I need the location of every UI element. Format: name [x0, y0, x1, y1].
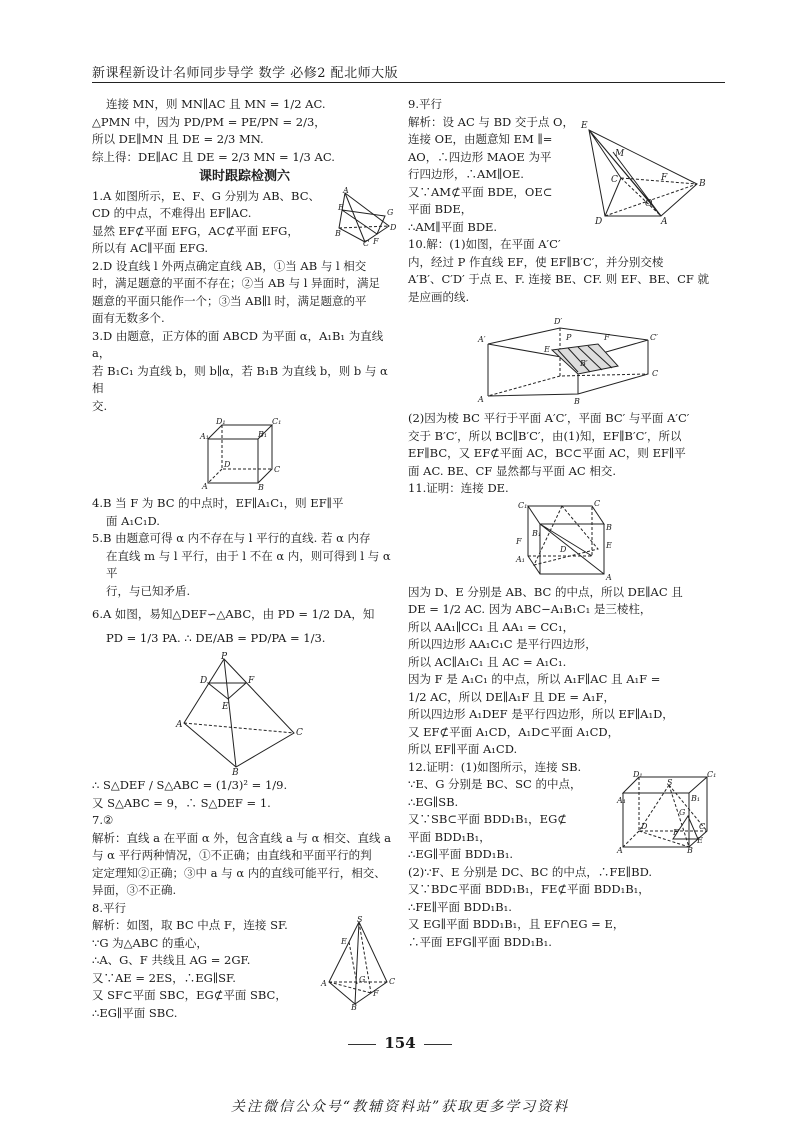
answer-4 — [92, 495, 397, 530]
svg-text:B′: B′ — [580, 359, 588, 368]
text-line: ∴EG∥SB. — [408, 794, 459, 809]
svg-text:A: A — [606, 572, 612, 582]
text-line: 题意的平面只能作一个；③当 AB∥l 时，满足题意的平 — [92, 293, 367, 308]
svg-text:P: P — [221, 652, 228, 662]
text-line: 又∵AM⊄平面 BDE，OE⊂ — [408, 184, 553, 199]
answer-8 — [92, 900, 397, 1023]
svg-text:E: E — [341, 936, 347, 946]
text-line: 行，与已知矛盾. — [106, 583, 191, 598]
text-line: 11.证明：连接 DE. — [408, 481, 509, 495]
text-line: 又∵BD⊂平面 BDD₁B₁，FE⊄平面 BDD₁B₁， — [408, 882, 650, 896]
text-line: 12.证明：(1)如图所示，连接 SB. — [408, 759, 582, 774]
text-line: ∴AM∥平面 BDE. — [408, 219, 498, 234]
text-line: ∴EG∥平面 BDD₁B₁. — [408, 847, 514, 861]
svg-text:A: A — [321, 978, 327, 988]
svg-text:S: S — [357, 914, 363, 924]
text-line: 解析：如图，取 BC 中点 F，连接 SF. — [92, 918, 288, 932]
text-line: 又 SF⊂平面 SBC，EG⊄平面 SBC， — [92, 988, 287, 1002]
svg-text:M: M — [615, 149, 625, 159]
text-line: 2.D 设直线 l 外两点确定直线 AB，①当 AB 与 l 相交 — [92, 258, 367, 273]
text-line: 6.A 如图，易知△DEF∽△ABC，由 PD = 1/2 DA，知 — [92, 607, 375, 621]
answer-12 — [408, 759, 717, 952]
text-line: 8.平行 — [92, 900, 126, 915]
svg-text:B: B — [574, 397, 580, 406]
svg-text:B: B — [258, 483, 264, 492]
right-column — [408, 96, 717, 951]
svg-text:B: B — [351, 1002, 357, 1012]
svg-text:E: E — [338, 202, 344, 212]
text-line: 是应画的线. — [408, 289, 470, 304]
svg-text:E: E — [581, 121, 588, 131]
svg-text:C: C — [274, 465, 281, 474]
text-line: ∵G 为△ABC 的重心， — [92, 935, 208, 950]
section-title: 课时跟踪检测六 — [198, 169, 290, 184]
answer-5 — [92, 530, 397, 600]
text-line: EF∥BC，又 EF⊄平面 AC，BC⊂平面 AC，则 EF∥平 — [408, 446, 686, 460]
svg-text:F: F — [673, 827, 679, 837]
text-line: 平面 BDD₁B₁， — [408, 829, 491, 844]
text-line: 面 A₁C₁D. — [106, 513, 160, 528]
text-line: 综上得：DE∥AC 且 DE = 2/3 MN = 1/3 AC. — [92, 149, 335, 164]
pyramid-figure-q9 — [581, 112, 713, 227]
text-line: 所以 AA₁∥CC₁ 且 AA₁ = CC₁， — [408, 619, 575, 634]
text-line: ∴FE∥平面 BDD₁B₁. — [408, 899, 512, 914]
left-column — [92, 96, 397, 1022]
text-line: 交于 B′C′，所以 BC∥B′C′，由(1)知，EF∥B′C′，所以 — [408, 428, 682, 443]
svg-text:B: B — [699, 179, 706, 189]
text-line: (2)因为棱 BC 平行于平面 A′C′，平面 BC′ 与平面 A′C′ — [408, 411, 690, 425]
text-line: 1.A 如图所示，E、F、G 分别为 AB、BC、 — [92, 188, 321, 203]
svg-text:B₁: B₁ — [258, 430, 268, 439]
prism-figure-q11 — [512, 500, 612, 580]
svg-text:D₁: D₁ — [633, 769, 643, 779]
text-line: ∴平面 EFG∥平面 BDD₁B₁. — [408, 934, 552, 949]
answer-11 — [408, 480, 713, 759]
answer-6 — [92, 606, 397, 812]
text-line: ∴A、G、F 共线且 AG = 2GF. — [92, 953, 251, 967]
svg-text:D: D — [200, 676, 208, 686]
text-line: 所以四边形 AA₁C₁C 是平行四边形， — [408, 637, 597, 651]
intro-block — [92, 96, 397, 166]
pyramid-figure-q6 — [176, 652, 306, 778]
text-line: 又 S△ABC = 9，∴ S△DEF = 1. — [92, 795, 271, 810]
svg-text:A: A — [617, 845, 623, 855]
text-line: 显然 EF⊄平面 EFG，AC⊄平面 EFG， — [92, 223, 299, 238]
text-line: AO，∴四边形 MAOE 为平 — [408, 149, 552, 164]
text-line: 9.平行 — [408, 97, 442, 111]
text-line: 4.B 当 F 为 BC 的中点时，EF∥A₁C₁，则 EF∥平 — [92, 496, 344, 510]
svg-text:A₁: A₁ — [617, 795, 626, 805]
text-line: 与 α 平行两种情况，①不正确；由直线和平面平行的判 — [92, 848, 372, 862]
svg-text:F: F — [248, 676, 255, 686]
running-header: 新课程新设计名师同步导学 数学 必修2 配北师大版 — [92, 66, 399, 81]
text-line: ∴ S△DEF / S△ABC = (1/3)² = 1/9. — [92, 778, 288, 792]
text-line: 因为 F 是 A₁C₁ 的中点，所以 A₁F∥AC 且 A₁F = — [408, 672, 661, 686]
text-line: 面 AC. BE、CF 显然都与平面 AC 相交. — [408, 463, 617, 478]
text-line: 所以 AC∥A₁C₁ 且 AC = A₁C₁. — [408, 654, 567, 669]
svg-text:A₁: A₁ — [200, 432, 209, 441]
text-line: 面有无数多个. — [92, 311, 165, 325]
text-line: 所以 DE∥MN 且 DE = 2/3 MN. — [92, 132, 264, 146]
text-line: 时，满足题意的平面不存在；②当 AB 与 l 异面时，满足 — [92, 276, 381, 290]
svg-text:D₁: D₁ — [216, 417, 226, 426]
cube-figure-q12 — [617, 769, 717, 855]
tetrahedron-figure-q8 — [321, 914, 397, 1012]
header-rule — [92, 82, 725, 83]
text-line: CD 的中点，不难得出 EF∥AC. — [92, 206, 252, 220]
svg-text:B₁: B₁ — [532, 528, 542, 538]
svg-text:A′: A′ — [478, 335, 486, 344]
answer-9 — [408, 96, 713, 236]
svg-text:E: E — [697, 835, 703, 845]
text-line: ∴EG∥平面 SBC. — [92, 1005, 178, 1020]
text-line: 异面，③不正确. — [92, 883, 177, 897]
answer-3 — [92, 328, 397, 492]
svg-text:A: A — [343, 185, 349, 195]
svg-text:S: S — [667, 777, 673, 787]
svg-text:D: D — [641, 821, 648, 831]
text-line: 因为 D、E 分别是 AB、BC 的中点，所以 DE∥AC 且 — [408, 584, 683, 599]
text-line: 3.D 由题意，正方体的面 ABCD 为平面 α，A₁B₁ 为直线 a， — [92, 328, 384, 360]
svg-text:A₁: A₁ — [516, 554, 525, 564]
text-line: PD = 1/3 PA. ∴ DE/AB = PD/PA = 1/3. — [106, 630, 326, 645]
text-line: 所以四边形 A₁DEF 是平行四边形，所以 EF∥A₁D， — [408, 707, 674, 721]
text-line: 1/2 AC，所以 DE∥A₁F 且 DE = A₁F， — [408, 689, 616, 704]
text-line: 又∵AE = 2ES，∴EG∥SF. — [92, 970, 236, 985]
svg-text:E: E — [544, 345, 550, 354]
cube-figure-q3 — [200, 419, 280, 491]
text-line: 交. — [92, 398, 108, 413]
svg-text:G: G — [679, 807, 686, 817]
text-line: (2)∵F、E 分别是 DC、BC 的中点，∴FE∥BD. — [408, 864, 653, 879]
text-line: 又 EF⊄平面 A₁CD，A₁D⊂平面 A₁CD， — [408, 724, 620, 739]
svg-text:B: B — [687, 845, 693, 855]
text-line: 定定理知②正确；③中 a 与 α 内的直线可能平行，相交、 — [92, 865, 386, 880]
answer-1 — [92, 185, 397, 258]
tetrahedron-figure-q1 — [335, 185, 397, 248]
text-line: 又∵SB⊂平面 BDD₁B₁，EG⊄ — [408, 812, 567, 826]
text-line: 又 EG∥平面 BDD₁B₁，且 EF∩EG = E， — [408, 917, 625, 931]
text-line: 7.② — [92, 813, 114, 827]
answer-2 — [92, 258, 397, 328]
svg-text:A: A — [202, 482, 208, 491]
text-line: A′B′、C′D′ 于点 E、F. 连接 BE、CF. 则 EF、BE、CF 就 — [408, 272, 710, 286]
footer-note: 关注微信公众号“教辅资料站”获取更多学习资料 — [230, 1099, 570, 1115]
svg-text:O: O — [645, 199, 653, 209]
text-line: 行四边形，∴AM∥OE. — [408, 167, 524, 181]
svg-text:D: D — [595, 217, 603, 227]
svg-text:F: F — [373, 236, 379, 246]
svg-text:C₁: C₁ — [518, 500, 528, 510]
text-line: △PMN 中，因为 PD/PM = PE/PN = 2/3， — [92, 114, 326, 129]
page-number: 154 — [384, 1034, 416, 1052]
svg-text:E: E — [222, 702, 229, 712]
text-line: 所以 EF∥平面 A₁CD. — [408, 742, 518, 756]
svg-text:C: C — [363, 238, 370, 248]
svg-text:B: B — [606, 522, 612, 532]
page-number-row — [0, 1034, 800, 1052]
svg-text:D: D — [224, 460, 231, 469]
text-line: 平面 BDE， — [408, 202, 473, 216]
svg-text:B₁: B₁ — [691, 793, 701, 803]
svg-text:C: C — [652, 369, 659, 378]
svg-text:F: F — [516, 536, 522, 546]
text-line: 连接 MN，则 MN∥AC 且 MN = 1/2 AC. — [106, 97, 326, 111]
svg-text:C₁: C₁ — [707, 769, 717, 779]
text-line: 解析：设 AC 与 BD 交于点 O， — [408, 114, 574, 129]
svg-text:C: C — [594, 498, 601, 508]
text-line: ∵E、G 分别是 BC、SC 的中点， — [408, 777, 582, 791]
svg-text:F: F — [661, 173, 668, 183]
text-line: 在直线 m 与 l 平行，由于 l 不在 α 内，则可得到 l 与 α 平 — [106, 548, 391, 580]
prism-figure-q10 — [478, 310, 668, 406]
svg-text:F: F — [373, 988, 379, 998]
svg-text:C′: C′ — [650, 333, 658, 342]
text-line: 若 B₁C₁ 为直线 b，则 b∥α，若 B₁B 为直线 b，则 b 与 α 相 — [92, 363, 388, 395]
svg-text:C: C — [296, 728, 303, 738]
svg-text:E: E — [606, 540, 612, 550]
text-line: 内，经过 P 作直线 EF，使 EF∥B′C′，并分别交棱 — [408, 254, 664, 269]
answer-10 — [408, 236, 713, 480]
text-line: DE = 1/2 AC. 因为 ABC−A₁B₁C₁ 是三棱柱， — [408, 602, 652, 616]
text-line: 5.B 由题意可得 α 内不存在与 l 平行的直线. 若 α 内存 — [92, 531, 371, 545]
svg-text:A: A — [661, 217, 668, 227]
text-line: 所以有 AC∥平面 EFG. — [92, 241, 209, 255]
svg-text:C: C — [611, 175, 618, 185]
svg-text:A: A — [478, 395, 484, 404]
svg-text:D′: D′ — [554, 317, 563, 326]
svg-text:C₁: C₁ — [272, 417, 282, 426]
svg-text:C: C — [699, 821, 706, 831]
svg-text:B: B — [232, 768, 239, 778]
svg-text:A: A — [176, 720, 183, 730]
svg-text:B: B — [335, 228, 341, 238]
svg-text:F: F — [604, 333, 610, 342]
text-line: 解析：直线 a 在平面 α 外，包含直线 a 与 α 相交、直线 a — [92, 830, 391, 845]
svg-text:C: C — [389, 976, 396, 986]
svg-text:G: G — [387, 207, 394, 217]
svg-text:D: D — [560, 544, 567, 554]
svg-text:P: P — [566, 333, 572, 342]
page-number-dash-left — [348, 1044, 376, 1045]
text-line: 连接 OE，由题意知 EM ∥= — [408, 132, 553, 146]
svg-text:D: D — [390, 222, 397, 232]
svg-text:G: G — [359, 974, 366, 984]
page-number-dash-right — [424, 1044, 452, 1045]
text-line: 10.解：(1)如图，在平面 A′C′ — [408, 237, 561, 251]
answer-7 — [92, 812, 397, 900]
